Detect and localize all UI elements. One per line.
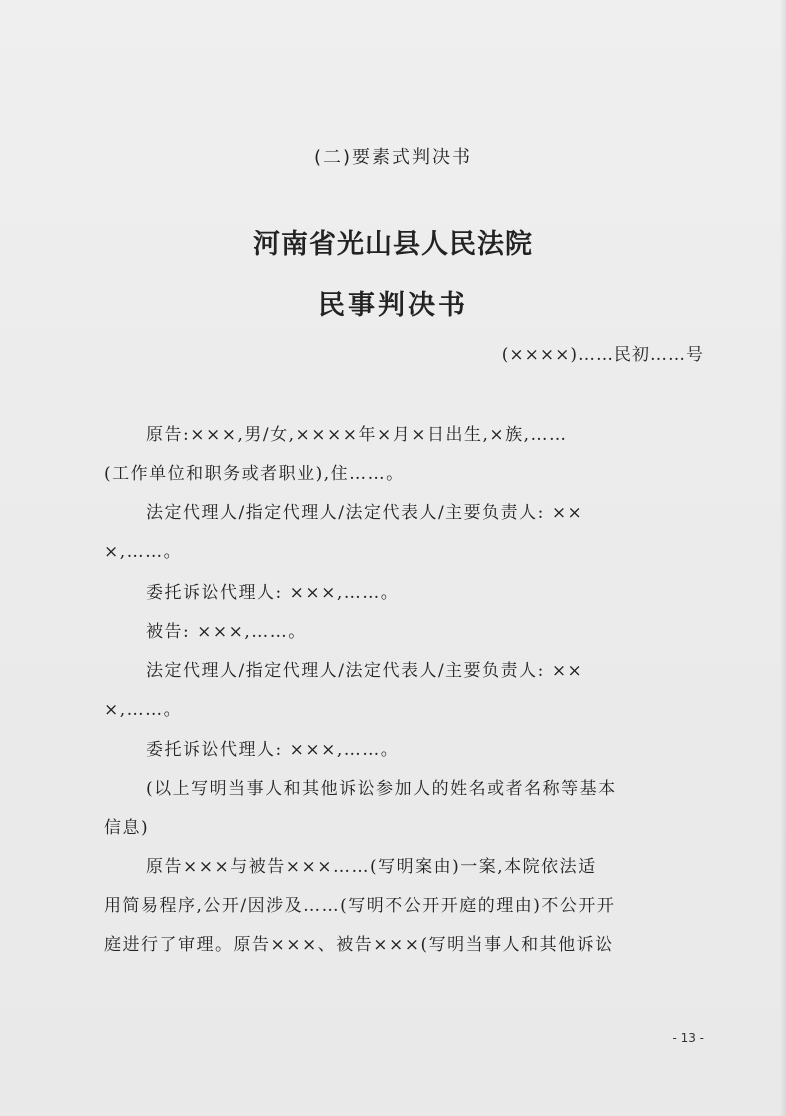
document-type-title: 民事判决书 (318, 290, 468, 321)
plaintiff-representative-line-cont: ×,……。 (104, 542, 183, 562)
defendant-representative-line: 法定代理人/指定代理人/法定代表人/主要负责人: ×× (146, 661, 584, 681)
defendant-agent-line: 委托诉讼代理人: ×××,……。 (146, 740, 400, 760)
plaintiff-line-cont: (工作单位和职务或者职业),住……。 (104, 464, 405, 484)
case-number: (××××)……民初……号 (501, 345, 704, 365)
case-summary-line-2: 用简易程序,公开/因涉及……(写明不公开开庭的理由)不公开开 (104, 896, 616, 916)
section-heading: (二)要素式判决书 (313, 147, 473, 168)
parties-note-line: (以上写明当事人和其他诉讼参加人的姓名或者名称等基本 (146, 779, 617, 799)
parties-note-line-cont: 信息) (104, 818, 150, 838)
plaintiff-line: 原告:×××,男/女,××××年×月×日出生,×族,…… (146, 425, 568, 445)
case-summary-line-3: 庭进行了审理。原告×××、被告×××(写明当事人和其他诉讼 (104, 935, 614, 955)
court-name: 河南省光山县人民法院 (253, 229, 533, 260)
page-number: - 13 - (672, 1031, 704, 1045)
case-summary-line-1: 原告×××与被告×××……(写明案由)一案,本院依法适 (146, 857, 597, 877)
defendant-line: 被告: ×××,……。 (146, 622, 307, 642)
plaintiff-representative-line: 法定代理人/指定代理人/法定代表人/主要负责人: ×× (146, 503, 584, 523)
plaintiff-agent-line: 委托诉讼代理人: ×××,……。 (146, 583, 400, 603)
defendant-representative-line-cont: ×,……。 (104, 700, 183, 720)
